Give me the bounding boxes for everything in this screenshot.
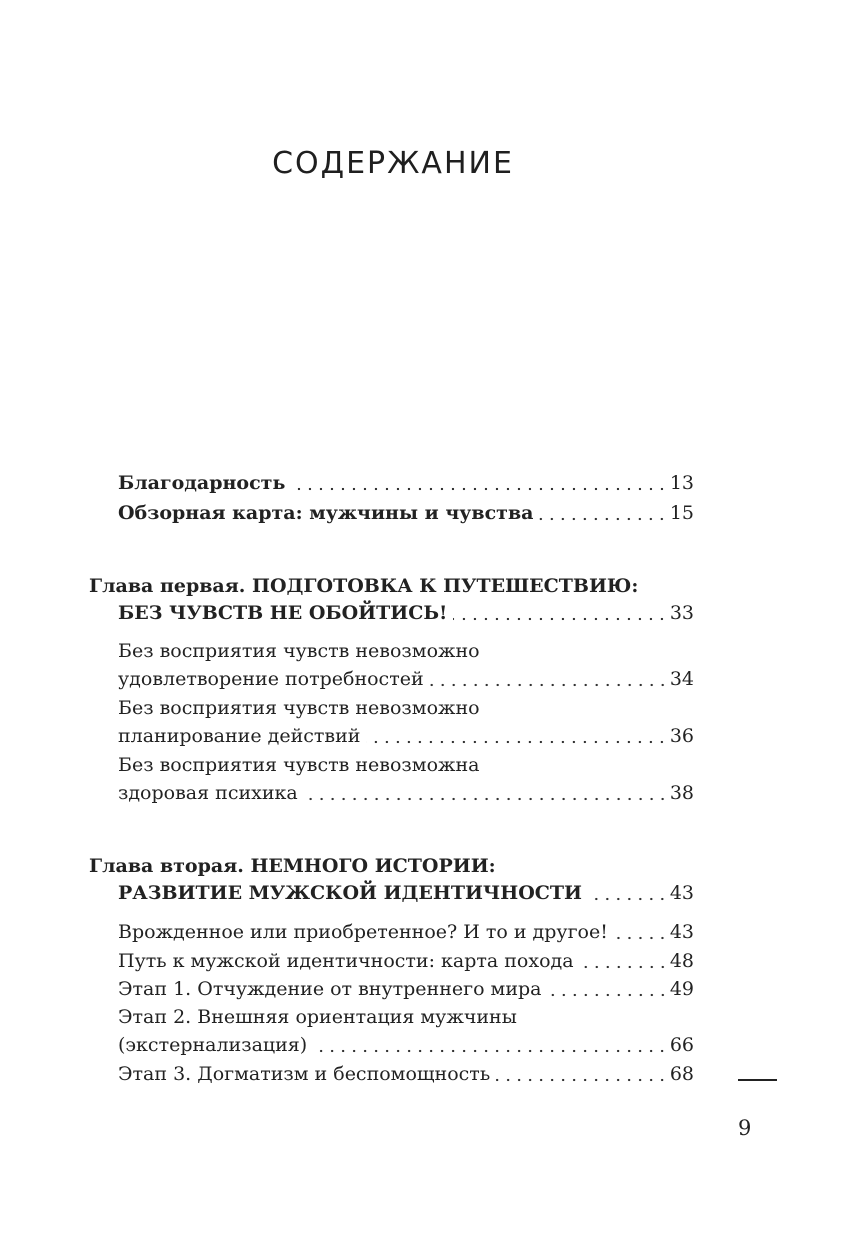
- toc-page-number: 13: [669, 472, 694, 494]
- toc-entry-title: РАЗВИТИЕ МУЖСКОЙ ИДЕНТИЧНОСТИ: [118, 882, 582, 904]
- leader-dots: [580, 965, 668, 969]
- toc-page-number: 33: [669, 602, 694, 624]
- toc-entry-line[interactable]: Этап 2. Внешняя ориентация мужчины: [118, 1006, 517, 1028]
- leader-dots: [313, 1049, 668, 1053]
- leader-dots: [430, 683, 668, 687]
- toc-entry[interactable]: [118, 918, 694, 946]
- toc-page-number: 43: [669, 921, 694, 943]
- toc-entry[interactable]: [118, 947, 694, 975]
- toc-entry[interactable]: [118, 975, 694, 1003]
- leader-dots: [291, 487, 667, 491]
- toc-entry-title: планирование действий: [118, 725, 361, 747]
- toc-page-number: 48: [669, 950, 694, 972]
- toc-page-number: 66: [669, 1034, 694, 1056]
- toc-page-number: 49: [669, 978, 694, 1000]
- toc-entry-title: Благодарность: [118, 472, 286, 494]
- toc-page-number: 15: [669, 502, 694, 524]
- toc-entry-title: Врожденное или приобретенное? И то и другое!: [118, 921, 608, 943]
- toc-entry-title: Путь к мужской идентичности: карта похода: [118, 950, 574, 972]
- toc-entry-line[interactable]: Без восприятия чувств невозможно: [118, 640, 480, 662]
- toc-entry-acknowledgements[interactable]: [118, 469, 694, 497]
- toc-page-number: 36: [669, 725, 694, 747]
- leader-dots: [496, 1078, 668, 1082]
- toc-entry-title: удовлетворение потребностей: [118, 668, 424, 690]
- chapter-1-heading-continued[interactable]: [118, 599, 694, 627]
- leader-dots: [588, 897, 668, 901]
- leader-dots: [453, 617, 667, 621]
- toc-entry-overview-map[interactable]: [118, 499, 694, 527]
- chapter-2-heading[interactable]: Глава вторая. НЕМНОГО ИСТОРИИ:: [89, 855, 496, 877]
- toc-page-number: 34: [669, 668, 694, 690]
- leader-dots: [614, 936, 668, 940]
- toc-entry-title: Этап 3. Догматизм и беспомощность: [118, 1063, 491, 1085]
- leader-dots: [304, 797, 668, 801]
- folio-rule: [738, 1079, 777, 1081]
- toc-entry[interactable]: [118, 665, 694, 693]
- toc-entry-title: БЕЗ ЧУВСТВ НЕ ОБОЙТИСЬ!: [118, 602, 448, 624]
- toc-entry-title: здоровая психика: [118, 782, 298, 804]
- page-title: СОДЕРЖАНИЕ: [272, 146, 514, 181]
- toc-page-number: 68: [669, 1063, 694, 1085]
- toc-entry-title: Этап 1. Отчуждение от внутреннего мира: [118, 978, 542, 1000]
- page-number: 9: [738, 1116, 752, 1140]
- toc-entry[interactable]: [118, 1060, 694, 1088]
- toc-entry[interactable]: [118, 779, 694, 807]
- toc-entry[interactable]: [118, 722, 694, 750]
- leader-dots: [548, 993, 668, 997]
- toc-page-number: 43: [669, 882, 694, 904]
- chapter-1-heading[interactable]: Глава первая. ПОДГОТОВКА К ПУТЕШЕСТВИЮ:: [89, 575, 639, 597]
- toc-entry-title: Обзорная карта: мужчины и чувства: [118, 502, 534, 524]
- toc-entry-line[interactable]: Без восприятия чувств невозможна: [118, 754, 480, 776]
- toc-entry-title: (экстернализация): [118, 1034, 308, 1056]
- toc-entry[interactable]: [118, 1031, 694, 1059]
- chapter-2-heading-continued[interactable]: [118, 879, 694, 907]
- toc-page-number: 38: [669, 782, 694, 804]
- toc-entry-line[interactable]: Без восприятия чувств невозможно: [118, 697, 480, 719]
- leader-dots: [366, 740, 667, 744]
- leader-dots: [539, 517, 667, 521]
